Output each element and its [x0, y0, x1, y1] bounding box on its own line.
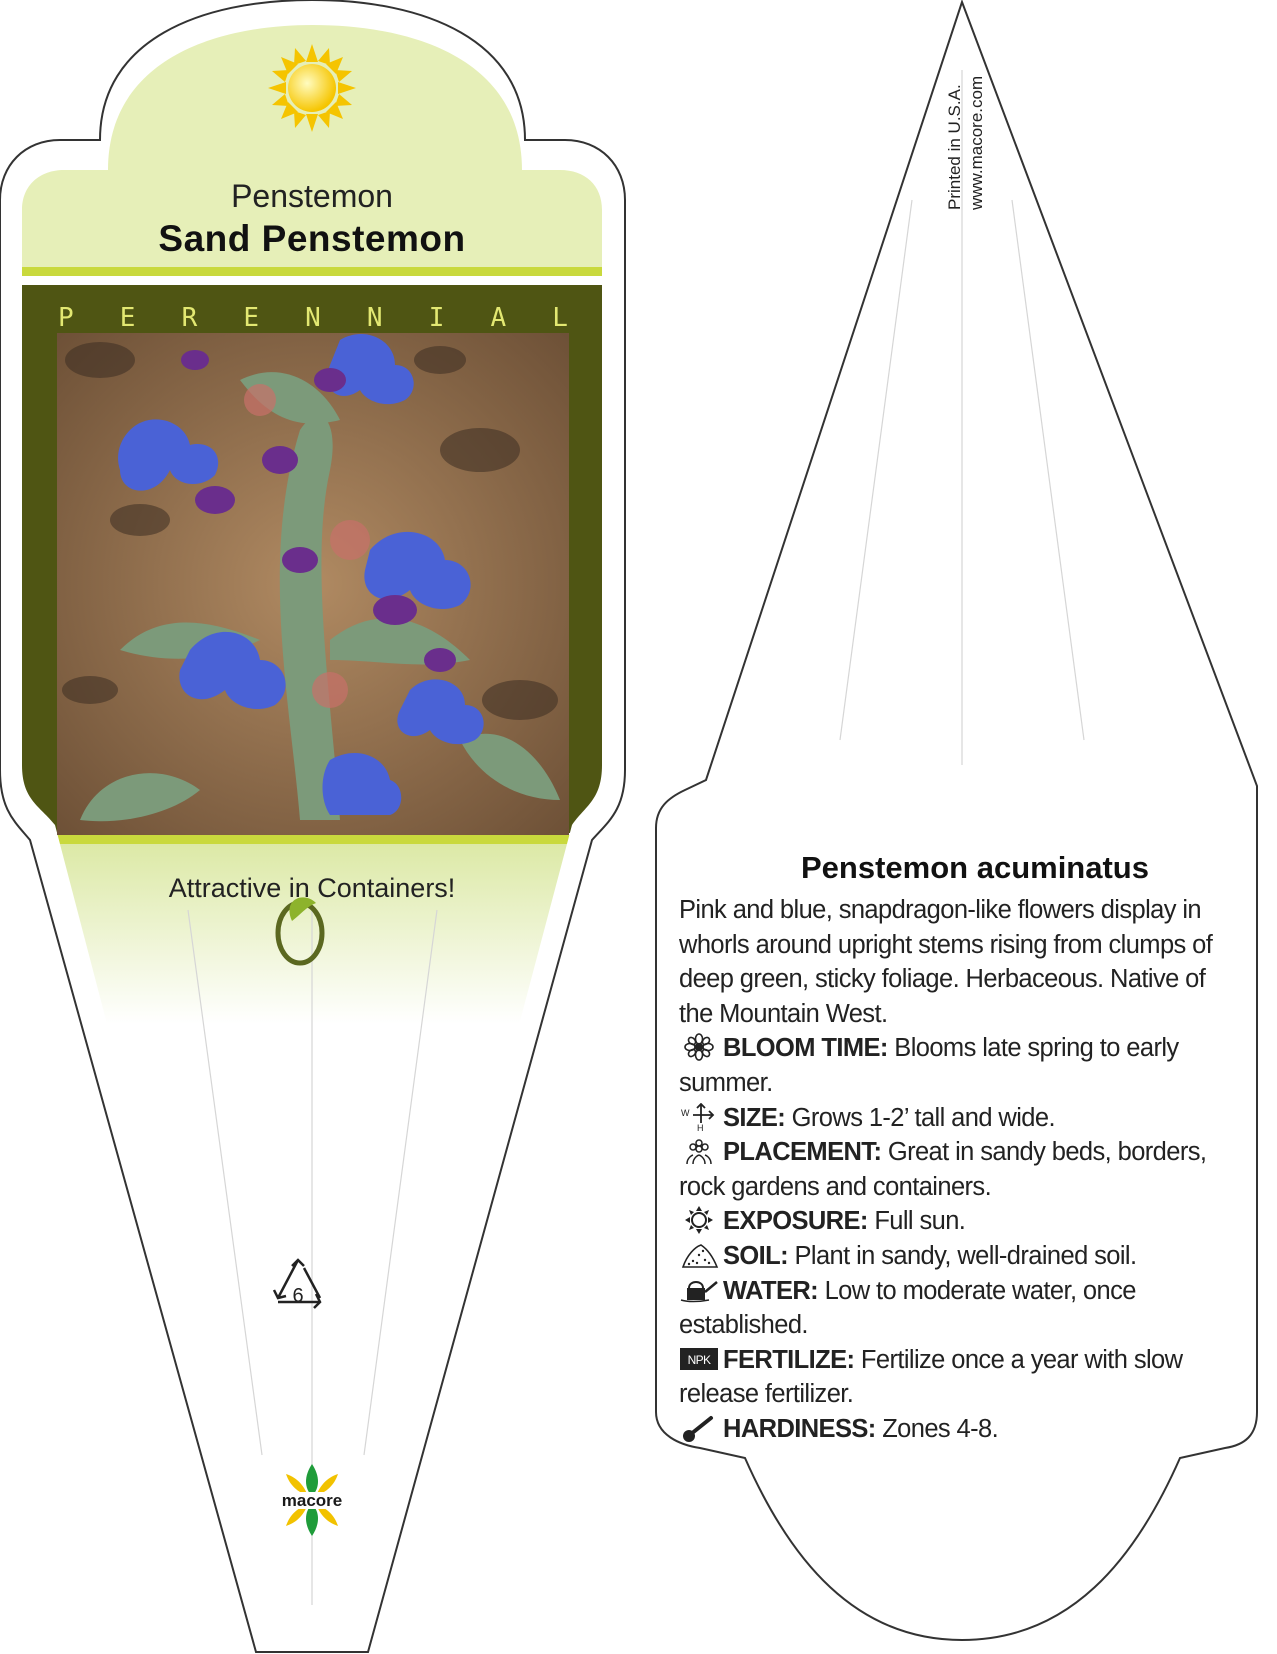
attribute-text: Blooms late spring to early summer. [679, 1034, 1179, 1097]
category-letter: E [243, 303, 259, 333]
sun-icon [268, 44, 356, 132]
category-letter: N [366, 303, 383, 333]
thermometer-icon [679, 1414, 719, 1442]
size-icon [679, 1103, 719, 1131]
category-letter: R [181, 303, 198, 333]
botanical-name: Penstemon acuminatus [801, 850, 1149, 885]
attribute-label: WATER: [723, 1276, 819, 1305]
attribute-text: Fertilize once a year with slow release fertilizer. [679, 1345, 1183, 1409]
genus-name: Penstemon [231, 178, 393, 214]
attribute-size [679, 1101, 1239, 1136]
soil-icon [679, 1241, 719, 1269]
attribute-text: Great in sandy beds, borders, rock gardens and containers. [679, 1138, 1207, 1201]
attribute-water [679, 1274, 1239, 1343]
brand-name: macore [281, 1491, 343, 1510]
category-letter: N [305, 303, 321, 333]
attribute-label: SOIL: [723, 1241, 788, 1270]
attribute-fertilize [679, 1343, 1239, 1412]
svg-text:H: H [697, 1122, 703, 1131]
description: Pink and blue, snapdragon-like flowers display in whorls around upright stems rising from clumps of deep green, sticky foliage. Herbaceous. Native of the Mountain West. [679, 896, 1213, 1028]
npk-icon [679, 1345, 719, 1373]
svg-text:NPK: NPK [687, 1352, 711, 1367]
feature-text: Attractive in Containers! [168, 873, 456, 903]
attribute-label: FERTILIZE: [723, 1345, 855, 1374]
attribute-text: Low to moderate water, once established. [679, 1276, 1136, 1340]
svg-text:W: W [681, 1107, 689, 1118]
category-letter: A [490, 303, 507, 333]
flower-icon [679, 1033, 719, 1061]
sun-icon [679, 1206, 719, 1234]
category-letter: I [428, 303, 445, 333]
attribute-exposure [679, 1204, 1239, 1239]
placement-icon [679, 1137, 719, 1165]
attribute-label: HARDINESS: [723, 1414, 876, 1443]
attribute-label: EXPOSURE: [723, 1207, 868, 1236]
care-instructions [679, 893, 1239, 1447]
attribute-text: Plant in sandy, well-drained soil. [794, 1241, 1137, 1270]
attribute-text: Zones 4-8. [882, 1414, 999, 1443]
attribute-soil [679, 1239, 1239, 1274]
category-letter: E [119, 303, 136, 333]
attribute-bloom-time [679, 1031, 1239, 1100]
category-banner [58, 300, 568, 336]
attribute-text: Grows 1-2’ tall and wide. [791, 1103, 1055, 1132]
category-letter: P [58, 303, 74, 333]
category-letter: L [552, 303, 568, 333]
printed-in-text: Printed in U.S.A. [945, 84, 964, 210]
attribute-hardiness [679, 1412, 1239, 1447]
common-name: Sand Penstemon [158, 218, 466, 259]
attribute-placement [679, 1135, 1239, 1204]
attribute-label: PLACEMENT: [723, 1138, 882, 1167]
attribute-label: BLOOM TIME: [723, 1034, 888, 1063]
recycle-number: 6 [292, 1285, 304, 1307]
attribute-label: SIZE: [723, 1103, 786, 1132]
attribute-text: Full sun. [874, 1207, 966, 1236]
plant-photo [57, 333, 569, 835]
watering-can-icon [679, 1276, 719, 1304]
printer-info [945, 60, 986, 210]
website-text: www.macore.com [967, 75, 986, 210]
